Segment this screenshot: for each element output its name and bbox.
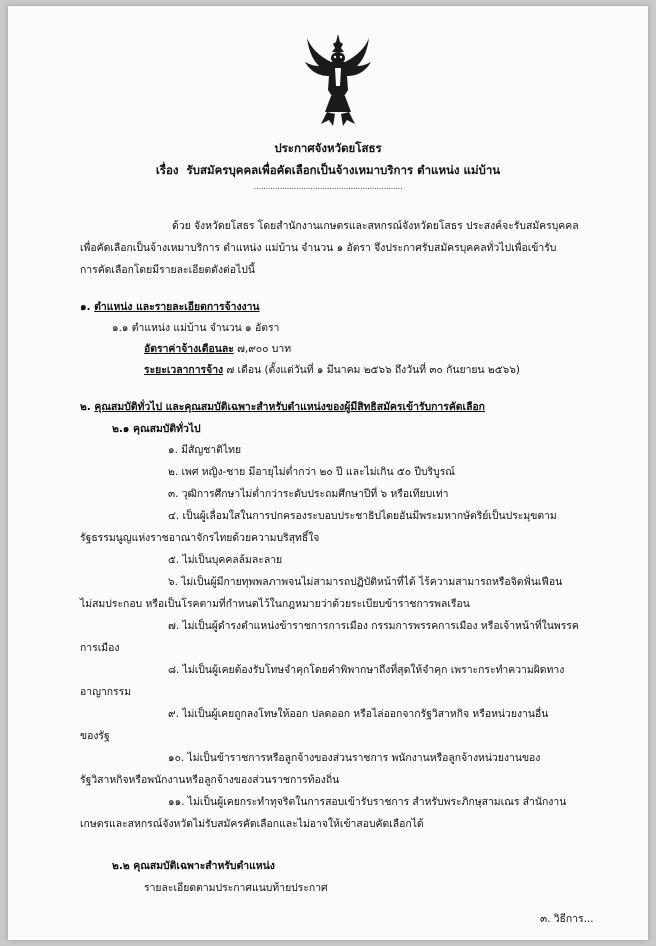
rate-label: อัตราค่าจ้างเดือนละ [144,343,234,355]
section1-position: ๑.๑ ตำแหน่ง แม่บ้าน จำนวน ๑ อัตรา [112,322,280,334]
announcement-org: ประกาศจังหวัดยโสธร [274,141,382,155]
section2-sub2-detail: รายละเอียดตามประกาศแนบท้ายประกาศ [144,882,328,894]
list-item: ๓. วุฒิการศึกษาไม่ต่ำกว่าระดับประถมศึกษาปีที่ ๖ หรือเทียบเท่า [168,488,449,500]
period-label: ระยะเวลาการจ้าง [144,364,224,376]
list-item: ๔. เป็นผู้เลื่อมใสในการปกครองระบอบประชาธิปไตยอันมีพระมหากษัตริย์เป็นประมุขตาม [168,510,557,522]
list-item: ๙. ไม่เป็นผู้เคยถูกลงโทษให้ออก ปลดออก หรือไล่ออกจากรัฐวิสาหกิจ หรือหน่วยงานอื่น [168,708,549,720]
garuda-emblem-icon [305,34,371,130]
section1-title: ตำแหน่ง และรายละเอียดการจ้างงาน [94,301,260,313]
list-item: ๑๐. ไม่เป็นข้าราชการหรือลูกจ้างของส่วนราชการ พนักงานหรือลูกจ้างหน่วยงานของ [168,752,541,764]
section1-heading [80,300,260,314]
announcement-subject [8,162,648,180]
section2-heading [80,400,485,414]
list-item: ๑. มีสัญชาติไทย [168,444,242,456]
period-value: ๗ เดือน (ตั้งแต่วันที่ ๑ มีนาคม ๒๕๖๖ ถึงวันที่ ๓๐ กันยายน ๒๕๖๖) [223,364,520,376]
list-item: ๕. ไม่เป็นบุคคลล้มละลาย [168,554,283,566]
list-item: ๒. เพศ หญิง-ชาย มีอายุไม่ต่ำกว่า ๒๐ ปี และไม่เกิน ๕๐ ปีบริบูรณ์ [168,466,455,478]
list-item: ๑๑. ไม่เป็นผู้เคยกระทำทุจริตในการสอบเข้ารับราชการ สำหรับพระภิกษุสามเณร สำนักงาน [168,796,567,808]
section2-sub1: ๒.๑ คุณสมบัติทั่วไป [112,423,201,435]
header-divider: ............................................................... [253,182,403,192]
subject-text: รับสมัครบุคคลเพื่อคัดเลือกเป็นจ้างเหมาบริการ ตำแหน่ง แม่บ้าน [186,163,501,177]
section1-rate [144,342,291,356]
list-item-cont: อาญากรรม [80,686,132,698]
list-item-cont: รัฐวิสาหกิจหรือพนักงานหรือลูกจ้างของส่วนราชการท้องถิ่น [80,774,340,786]
list-item: ๘. ไม่เป็นผู้เคยต้องรับโทษจำคุกโดยคำพิพากษาถึงที่สุดให้จำคุก เพราะกระทำความผิดทาง [168,664,565,676]
intro-line-3: การคัดเลือกโดยมีรายละเอียดดังต่อไปนี้ [80,264,255,276]
list-item-cont: เกษตรและสหกรณ์จังหวัดไม่รับสมัครคัดเลือกและไม่อาจให้เข้าสอบคัดเลือกได้ [80,818,424,830]
list-item-cont: การเมือง [80,642,120,654]
document-page [8,6,648,940]
subject-prefix: เรื่อง [155,163,179,177]
section2-sub2: ๒.๒ คุณสมบัติเฉพาะสำหรับตำแหน่ง [112,860,275,872]
list-item-cont: ไม่สมประกอบ หรือเป็นโรคตามที่กำหนดไว้ในกฎหมายว่าด้วยระเบียบข้าราชการพลเรือน [80,598,470,610]
continued-marker: ๓. วิธีการ... [540,913,594,925]
section1-period [144,363,520,377]
intro-line-1: ด้วย จังหวัดยโสธร โดยสำนักงานเกษตรและสหกรณ์จังหวัดยโสธร ประสงค์จะรับสมัครบุคคล [172,220,579,232]
list-item-cont: ของรัฐ [80,730,110,742]
list-item: ๖. ไม่เป็นผู้มีกายทุพพลภาพจนไม่สามารถปฏิบัติหน้าที่ได้ ไร้ความสามารถหรือจิตฟั่นเฟือน [168,576,563,588]
section2-number: ๒. [80,401,91,413]
intro-line-2: เพื่อคัดเลือกเป็นจ้างเหมาบริการ ตำแหน่ง แม่บ้าน จำนวน ๑ อัตรา จึงประกาศรับสมัครบุคคลทั่วไปเพื่อเข้ารับ [80,242,557,254]
rate-value: ๗,๙๐๐ บาท [233,343,292,355]
section1-number: ๑. [80,301,91,313]
list-item: ๗. ไม่เป็นผู้ดำรงตำแหน่งข้าราชการการเมือง กรรมการพรรคการเมือง หรือเจ้าหน้าที่ในพรรค [168,620,579,632]
list-item-cont: รัฐธรรมนูญแห่งราชอาณาจักรไทยด้วยความบริสุทธิ์ใจ [80,532,320,544]
section2-title: คุณสมบัติทั่วไป และคุณสมบัติเฉพาะสำหรับตำแหน่งของผู้มีสิทธิสมัครเข้ารับการคัดเลือก [94,401,485,413]
